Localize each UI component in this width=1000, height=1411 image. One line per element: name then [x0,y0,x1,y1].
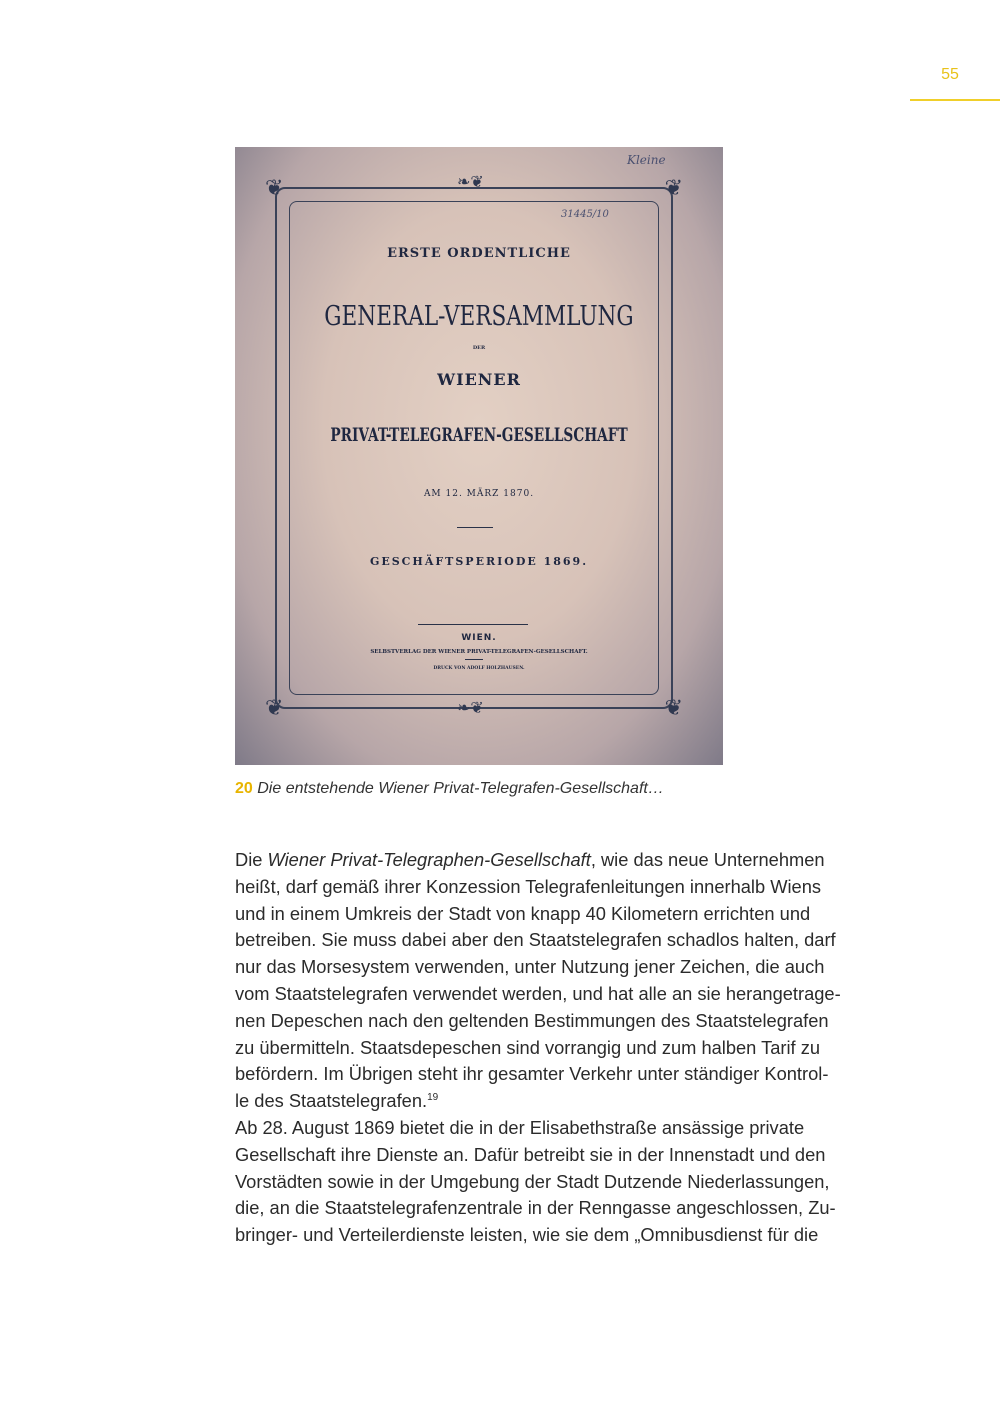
title-publisher: SELBSTVERLAG DER WIENER PRIVAT-TELEGRAFEN-GESELLSCHAFT. [370,649,588,655]
center-ornament-icon: ❧❦ [457,174,484,191]
title-line: GESCHÄFTSPERIODE 1869. [369,555,589,568]
corner-ornament-icon: ❦ [265,695,284,720]
italic-company-name: Wiener Privat-Telegraphen-Gesellschaft [267,849,591,870]
page-number-rule [910,99,1000,101]
center-ornament-icon: ❧❦ [457,700,484,717]
paragraph-line [235,1088,905,1115]
corner-ornament-icon: ❦ [664,175,683,200]
paragraph-line: heißt, darf gemäß ihrer Konzession Telegrafenleitungen innerhalb Wiens [235,875,822,897]
paragraph-line: Gesellschaft ihre Dienste an. Dafür betreibt sie in der Innenstadt und den [235,1143,826,1165]
paragraph-line: die, an die Staatstelegrafenzentrale in der Renngasse angeschlossen, Zu- [235,1197,836,1219]
divider [465,659,483,660]
paragraph-line: nur das Morsesystem verwenden, unter Nutzung jener Zeichen, die auch [235,956,825,978]
title-place: WIEN. [461,633,497,643]
paragraph-line: zu übermitteln. Staatsdepeschen sind vorrangig und zum halben Tarif zu [235,1036,821,1058]
title-printer: DRUCK VON ADOLF HOLZHAUSEN. [433,666,525,671]
paragraph-line: und in einem Umkreis der Stadt von knapp 40 Kilometern errichten und [235,902,811,924]
paragraph-line: bringer- und Verteilerdienste leisten, wie sie dem „Omnibusdienst für die [235,1224,819,1246]
paragraph-line: Ab 28. August 1869 bietet die in der Elisabethstraße ansässige private [235,1116,805,1138]
figure-caption [235,780,664,798]
title-date: AM 12. MÄRZ 1870. [423,489,535,499]
figure-photo-title-page [235,147,723,765]
divider [457,527,493,528]
title-line: DER [472,345,486,351]
paragraph-line: vom Staatstelegrafen verwendet werden, und hat alle an sie herangetrage- [235,982,841,1004]
body-text [235,847,905,1249]
title-line: PRIVAT-TELEGRAFEN-GESELLSCHAFT [330,424,628,446]
footnote-ref[interactable]: 19 [427,1092,439,1104]
figure-number: 20 [235,780,253,797]
text: , wie das neue Unternehmen [590,849,825,870]
divider [418,624,528,625]
corner-ornament-icon: ❦ [265,175,284,200]
paragraph-line: befördern. Im Übrigen steht ihr gesamter Verkehr unter ständiger Kontrol- [235,1063,829,1085]
paragraph-line [235,847,905,874]
caption-text: Die entstehende Wiener Privat-Telegrafen-Gesellschaft… [257,780,664,797]
page-number: 55 [941,66,959,83]
paragraph-line: betreiben. Sie muss dabei aber den Staatstelegrafen schadlos halten, darf [235,929,836,951]
title-line: WIENER [437,370,521,389]
text: le des Staatstelegrafen. [235,1090,428,1112]
title-line: ERSTE ORDENTLICHE [387,246,571,261]
paragraph-line: nen Depeschen nach den geltenden Bestimmungen des Staatstelegrafen [235,1009,829,1031]
handwritten-note: Kleine [627,153,666,167]
corner-ornament-icon: ❦ [664,695,683,720]
handwritten-stamp: 31445/10 [561,209,609,220]
ornamental-frame-inner [289,201,659,695]
paragraph-line: Vorstädten sowie in der Umgebung der Stadt Dutzende Niederlassungen, [235,1170,830,1192]
text: Die [235,849,268,870]
title-main: GENERAL-VERSAMMLUNG [324,301,634,332]
